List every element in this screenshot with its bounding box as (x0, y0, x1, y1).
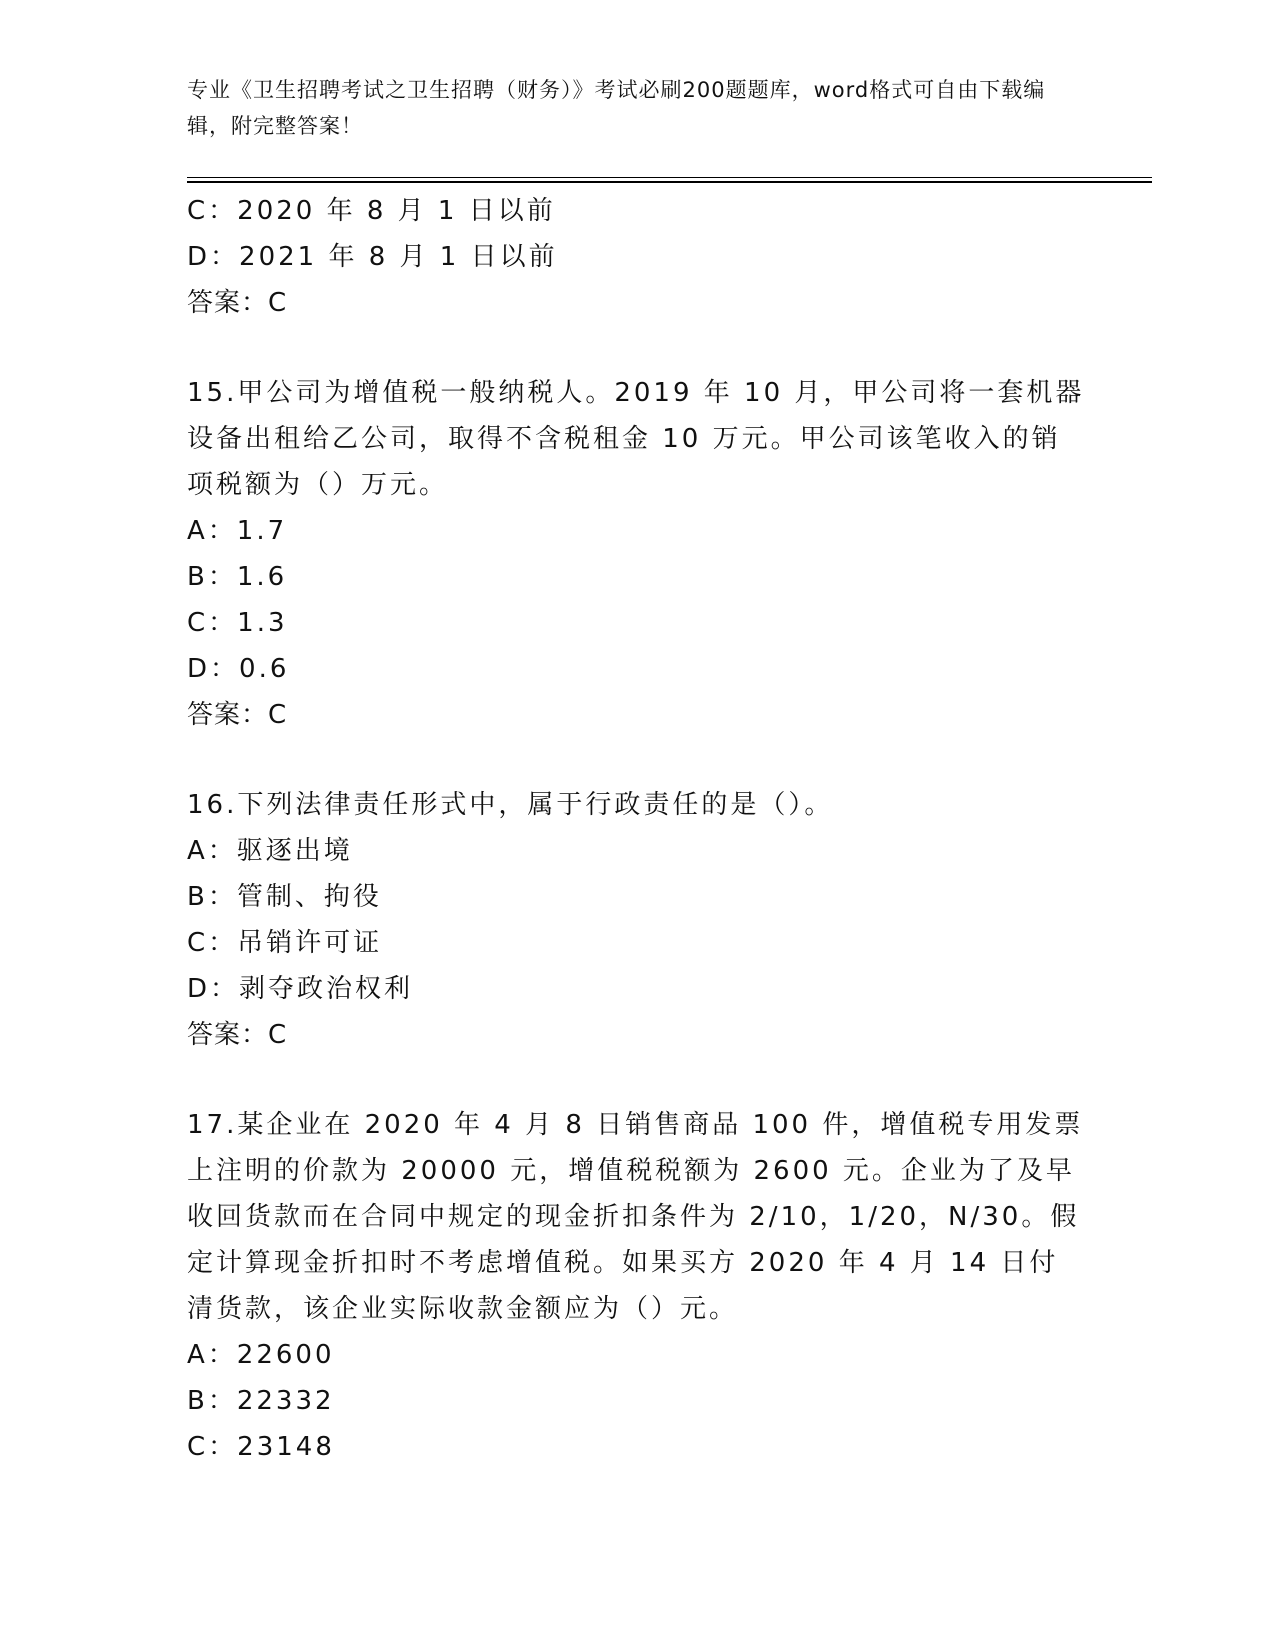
option-a: A：22600 (187, 1340, 335, 1370)
prev-question-block (187, 188, 1087, 326)
option-c: C：23148 (187, 1432, 335, 1462)
option-c: C：2020 年 8 月 1 日以前 (187, 196, 556, 226)
question-content (187, 188, 1087, 1470)
answer-line: 答案：C (187, 288, 288, 318)
option-c: C：1.3 (187, 608, 288, 638)
document-header: 专业《卫生招聘考试之卫生招聘（财务）》考试必刷200题题库，word格式可自由下载编辑，附完整答案！ (187, 78, 1046, 138)
answer-line: 答案：C (187, 1020, 288, 1050)
question-15 (187, 370, 1087, 738)
option-d: D：0.6 (187, 654, 290, 684)
question-17 (187, 1102, 1087, 1470)
question-16 (187, 782, 1087, 1058)
question-stem: 17.某企业在 2020 年 4 月 8 日销售商品 100 件，增值税专用发票上注明的价款为 20000 元，增值税税额为 2600 元。企业为了及早收回货款而在合同中规定的现金折扣条件为 2/10，1/20，N/30。假定计算现金折扣时不考虑增值税。如果买方 2020 年 4 月 14 日付清货款，该企业实际收款金额应为（）元。 (187, 1110, 1084, 1324)
option-d: D：2021 年 8 月 1 日以前 (187, 242, 558, 272)
header-rule-thin (187, 177, 1152, 178)
question-stem: 15.甲公司为增值税一般纳税人。2019 年 10 月，甲公司将一套机器设备出租给乙公司，取得不含税租金 10 万元。甲公司该笔收入的销项税额为（）万元。 (187, 378, 1085, 500)
question-stem: 16.下列法律责任形式中，属于行政责任的是（）。 (187, 790, 834, 820)
option-b: B：22332 (187, 1386, 335, 1416)
answer-line: 答案：C (187, 700, 288, 730)
option-c: C：吊销许可证 (187, 928, 383, 958)
option-b: B：1.6 (187, 562, 288, 592)
option-a: A：驱逐出境 (187, 836, 353, 866)
option-d: D：剥夺政治权利 (187, 974, 414, 1004)
header-rule-thick (187, 181, 1152, 183)
option-a: A：1.7 (187, 516, 288, 546)
option-b: B：管制、拘役 (187, 882, 382, 912)
